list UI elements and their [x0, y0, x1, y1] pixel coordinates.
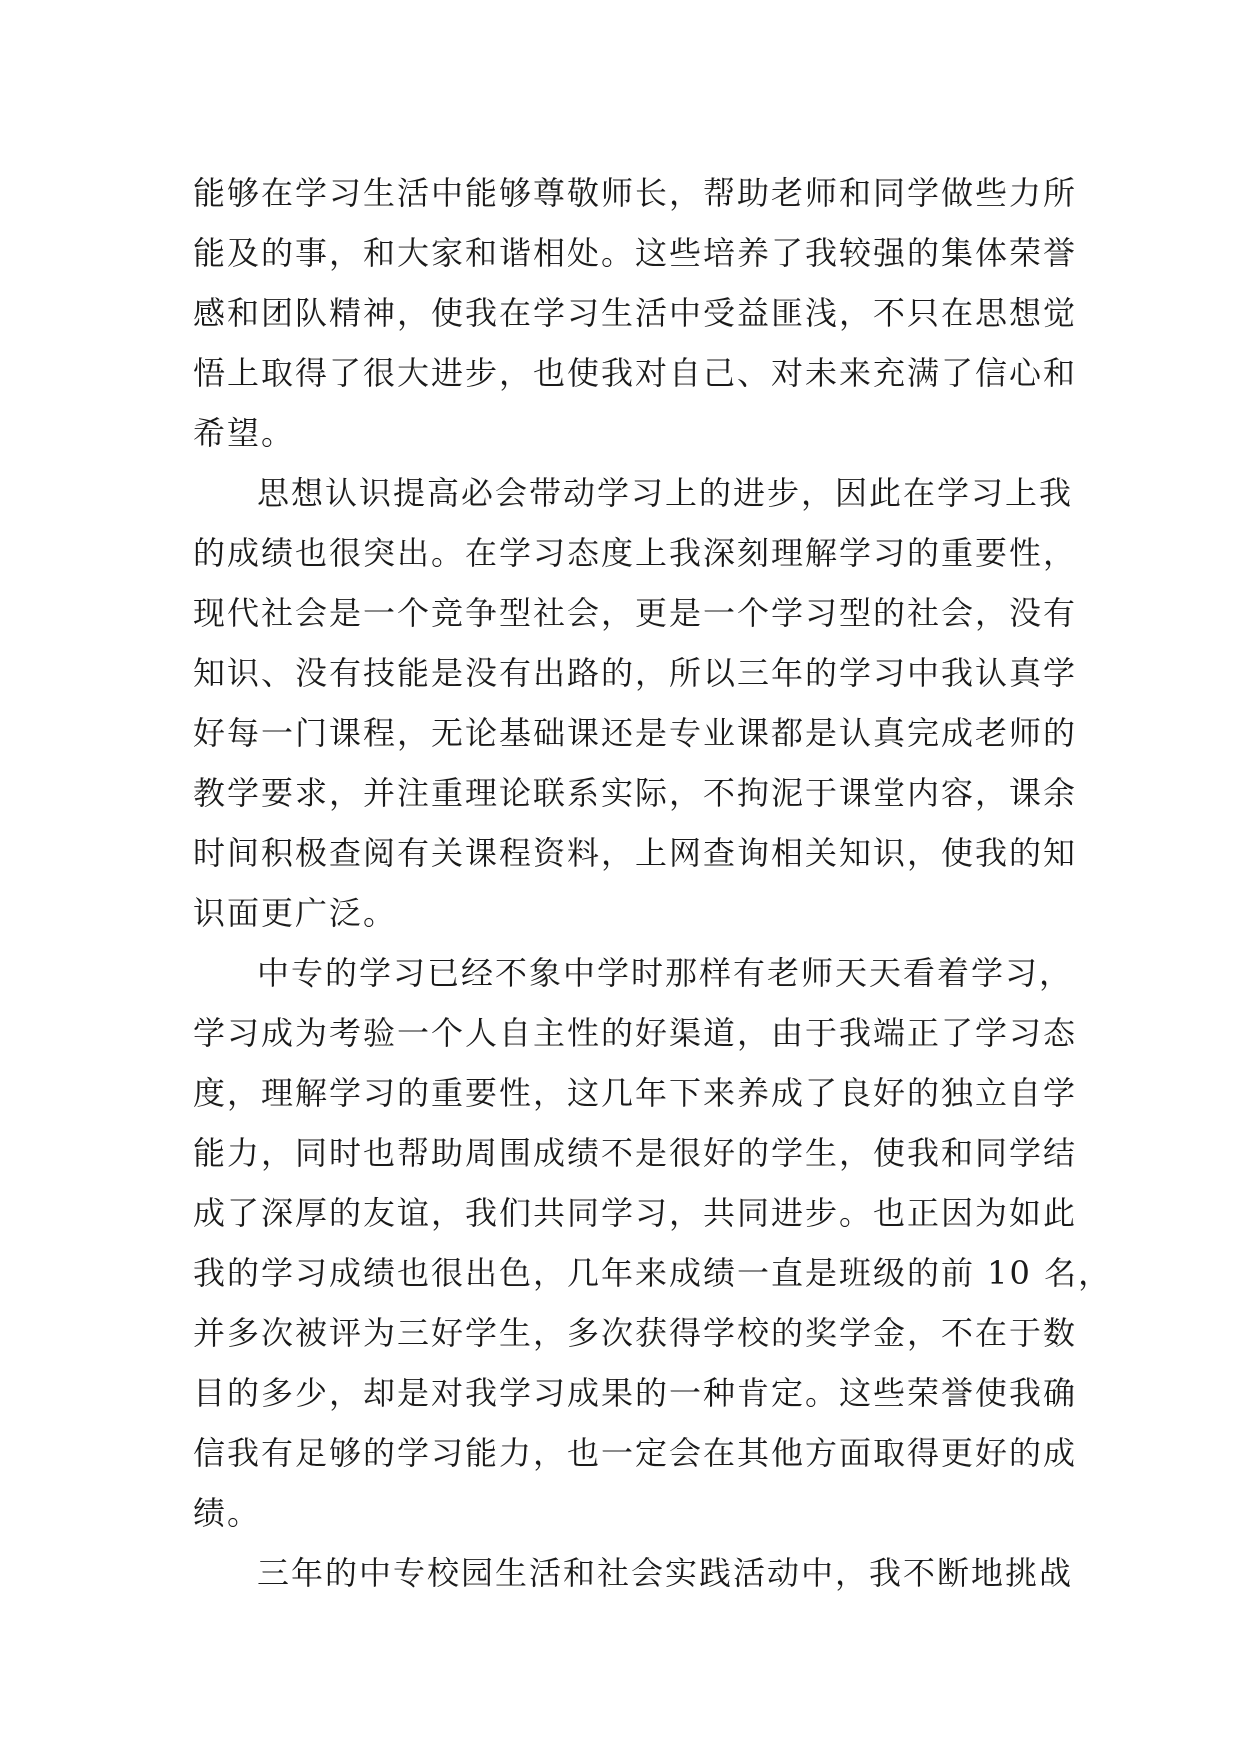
text-line: 希望。 — [193, 414, 296, 452]
text-line: 好每一门课程，无论基础课还是专业课都是认真完成老师的 — [193, 714, 1078, 752]
text-line: 时间积极查阅有关课程资料，上网查询相关知识，使我的知 — [193, 834, 1078, 872]
text-line: 能力，同时也帮助周围成绩不是很好的学生，使我和同学结 — [193, 1134, 1078, 1172]
text-line: 并多次被评为三好学生，多次获得学校的奖学金，不在于数 — [193, 1314, 1078, 1352]
text-line: 的成绩也很突出。在学习态度上我深刻理解学习的重要性， — [193, 534, 1078, 572]
text-line: 度，理解学习的重要性，这几年下来养成了良好的独立自学 — [193, 1074, 1078, 1112]
text-line: 目的多少，却是对我学习成果的一种肯定。这些荣誉使我确 — [193, 1374, 1078, 1412]
text-line: 现代社会是一个竞争型社会，更是一个学习型的社会，没有 — [193, 594, 1078, 632]
text-line: 成了深厚的友谊，我们共同学习，共同进步。也正因为如此 — [193, 1194, 1078, 1232]
text-line: 思想认识提高必会带动学习上的进步，因此在学习上我 — [257, 474, 1074, 512]
text-line: 信我有足够的学习能力，也一定会在其他方面取得更好的成 — [193, 1434, 1078, 1472]
text-line: 能及的事，和大家和谐相处。这些培养了我较强的集体荣誉 — [193, 234, 1078, 272]
text-line: 知识、没有技能是没有出路的，所以三年的学习中我认真学 — [193, 654, 1078, 692]
text-line: 教学要求，并注重理论联系实际，不拘泥于课堂内容，课余 — [193, 774, 1078, 812]
body-text — [193, 163, 1113, 1603]
text-line: 识面更广泛。 — [193, 894, 398, 932]
text-line: 能够在学习生活中能够尊敬师长，帮助老师和同学做些力所 — [193, 174, 1078, 212]
text-line: 悟上取得了很大进步，也使我对自己、对未来充满了信心和 — [193, 354, 1078, 392]
text-line: 学习成为考验一个人自主性的好渠道，由于我端正了学习态 — [193, 1014, 1078, 1052]
text-line: 我的学习成绩也很出色，几年来成绩一直是班级的前 10 名， — [193, 1254, 1113, 1292]
text-line: 三年的中专校园生活和社会实践活动中，我不断地挑战 — [257, 1554, 1074, 1592]
text-line: 感和团队精神，使我在学习生活中受益匪浅，不只在思想觉 — [193, 294, 1078, 332]
text-line: 绩。 — [193, 1494, 262, 1532]
text-line: 中专的学习已经不象中学时那样有老师天天看着学习， — [257, 954, 1074, 992]
